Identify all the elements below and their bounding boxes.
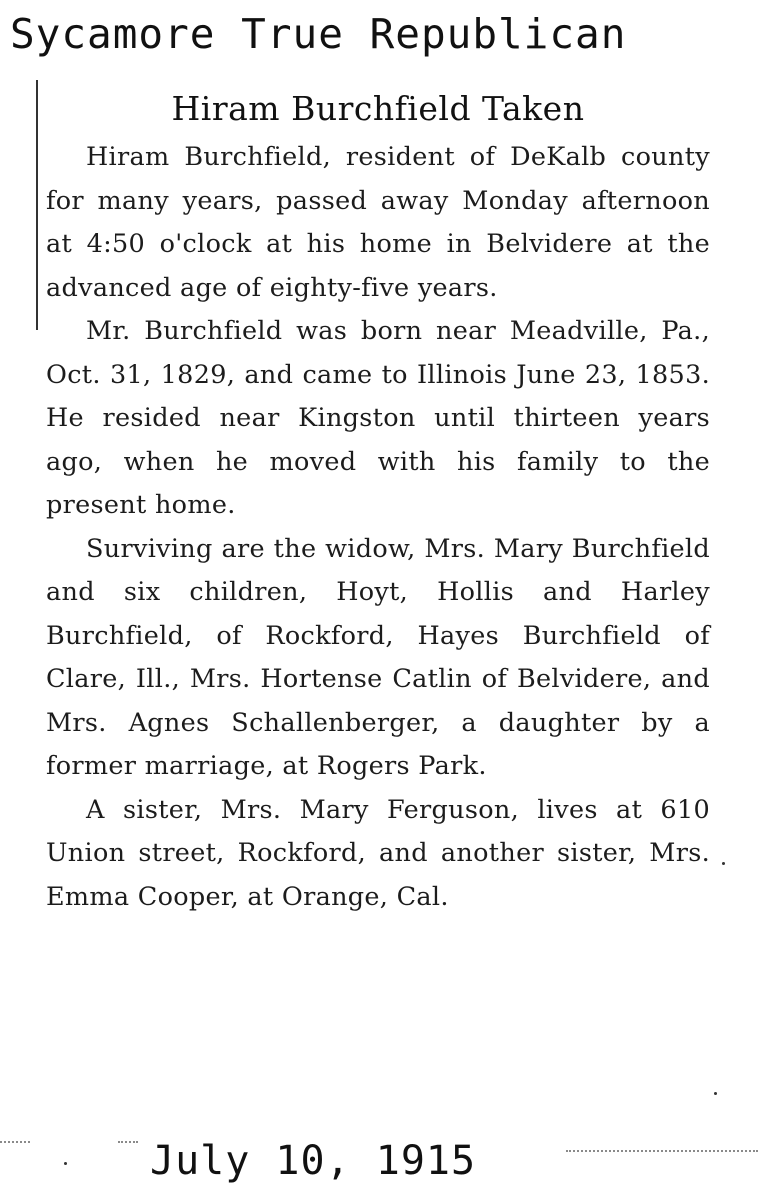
scan-speck bbox=[714, 1092, 717, 1095]
article-paragraph-3: Surviving are the widow, Mrs. Mary Burchfield and six children, Hoyt, Hollis and Harley Burchfield, of Rockford, Hayes Burchfield of Clare, Ill., Mrs. Hortense Catlin of Belvidere, and Mrs. Agnes Schallenberger, a daughter by a former marriage, at Rogers Park. bbox=[46, 533, 710, 781]
scan-noise-dots-mid bbox=[118, 1141, 138, 1143]
column-rule bbox=[36, 80, 38, 330]
scan-speck bbox=[64, 1162, 67, 1165]
scan-noise-dots-right bbox=[566, 1150, 758, 1152]
newspaper-masthead: Sycamore True Republican bbox=[10, 10, 627, 58]
scan-noise-dots-left bbox=[0, 1141, 30, 1143]
publication-date: July 10, 1915 bbox=[150, 1138, 477, 1184]
article-paragraph-1: Hiram Burchfield, resident of DeKalb county for many years, passed away Monday afternoon at 4:50 o'clock at his home in Belvidere at the advanced age of eighty-five years. bbox=[46, 142, 710, 303]
article-headline: Hiram Burchfield Taken bbox=[171, 89, 585, 128]
article-paragraph-2: Mr. Burchfield was born near Meadville, Pa., Oct. 31, 1829, and came to Illinois June 23, 1853. He resided near Kingston until thirteen years ago, when he moved with his family to the present home. bbox=[46, 316, 710, 520]
scan-speck bbox=[722, 862, 725, 865]
obituary-article bbox=[46, 86, 710, 919]
article-paragraph-4: A sister, Mrs. Mary Ferguson, lives at 610 Union street, Rockford, and another sister, Mrs. Emma Cooper, at Orange, Cal. bbox=[46, 794, 710, 912]
